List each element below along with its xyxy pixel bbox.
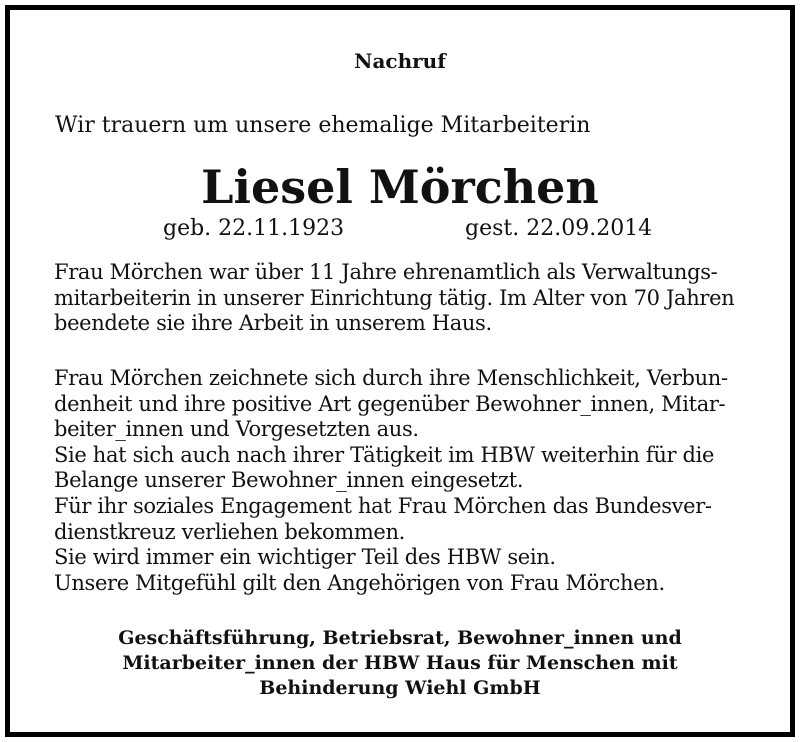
deceased-name: Liesel Mörchen xyxy=(201,160,599,214)
text-line: Für ihr soziales Engagement hat Frau Mörchen das Bundesver- xyxy=(54,493,712,518)
text-line: Frau Mörchen zeichnete sich durch ihre Menschlichkeit, Verbun- xyxy=(54,366,728,390)
birth-date: geb. 22.11.1923 xyxy=(163,216,345,241)
text-line: dienstkreuz verliehen bekommen. xyxy=(54,519,405,544)
text-line: Sie hat sich auch nach ihrer Tätigkeit im HBW weiterhin für die xyxy=(54,442,715,467)
text-line: beiter_innen und Vorgesetzten aus. xyxy=(54,417,419,442)
text-line: Frau Mörchen war über 11 Jahre ehrenamtlich als Verwaltungs- xyxy=(54,260,718,284)
paragraph-tribute xyxy=(54,366,728,596)
signature-line: Geschäftsführung, Betriebsrat, Bewohner_innen und xyxy=(118,627,682,649)
obituary-notice xyxy=(5,5,795,737)
text-line: denheit und ihre positive Art gegenüber Bewohner_innen, Mitar- xyxy=(54,391,726,416)
notice-heading: Nachruf xyxy=(354,49,446,73)
paragraph-service xyxy=(54,260,734,337)
text-line: Sie wird immer ein wichtiger Teil des HBW sein. xyxy=(54,545,556,570)
intro-line: Wir trauern um unsere ehemalige Mitarbeiterin xyxy=(55,113,591,138)
text-line: Unsere Mitgefühl gilt den Angehörigen von Frau Mörchen. xyxy=(54,570,665,595)
signature-block xyxy=(10,626,790,701)
death-date: gest. 22.09.2014 xyxy=(465,216,653,241)
text-line: Belange unserer Bewohner_innen eingesetzt. xyxy=(54,468,524,493)
signature-line: Behinderung Wiehl GmbH xyxy=(259,677,541,699)
signature-line: Mitarbeiter_innen der HBW Haus für Menschen mit xyxy=(122,652,678,674)
text-line: mitarbeiterin in unserer Einrichtung tätig. Im Alter von 70 Jahren xyxy=(54,285,735,310)
text-line: beendete sie ihre Arbeit in unserem Haus. xyxy=(54,311,492,336)
